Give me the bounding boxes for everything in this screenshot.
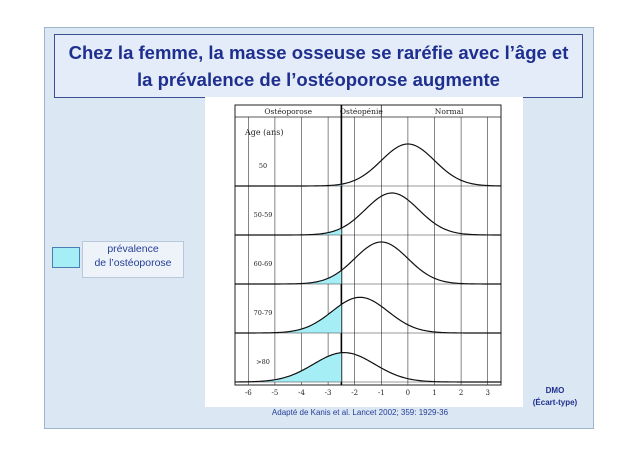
legend-line-2: de l’ostéoporose xyxy=(94,257,172,269)
header-band-label: Ostéopénie xyxy=(339,107,383,116)
chart-svg xyxy=(205,97,523,407)
x-tick-label: -3 xyxy=(324,389,332,397)
header-band-label: Normal xyxy=(434,107,464,116)
y-axis-title: Age (ans) xyxy=(245,128,284,137)
osteoporosis-area xyxy=(235,228,341,235)
x-tick-label: -6 xyxy=(244,389,252,397)
dmo-line-1: DMO xyxy=(545,386,565,395)
age-group-label: >80 xyxy=(256,358,270,366)
age-group-label: 50 xyxy=(258,162,268,170)
title-line-1: Chez la femme, la masse osseuse se raréfie avec l’âge et xyxy=(68,42,569,63)
x-tick-label: 0 xyxy=(405,389,411,397)
bone-density-chart xyxy=(205,97,523,407)
age-group-label: 60-69 xyxy=(253,260,273,268)
age-group-label: 70-79 xyxy=(253,309,273,317)
osteoporosis-area xyxy=(235,304,341,333)
x-tick-label: -1 xyxy=(377,389,385,397)
dmo-axis-label xyxy=(527,385,583,409)
osteoporosis-area xyxy=(235,270,341,284)
slide-title xyxy=(54,34,583,98)
legend-line-1: prévalence xyxy=(107,243,159,255)
x-tick-label: -2 xyxy=(351,389,359,397)
x-tick-label: 2 xyxy=(458,389,464,397)
x-tick-label: 3 xyxy=(485,389,490,397)
legend-label xyxy=(82,242,184,270)
legend-swatch xyxy=(52,247,80,268)
age-group-label: 50-59 xyxy=(253,211,273,219)
x-tick-label: -4 xyxy=(298,389,305,397)
source-citation: Adapté de Kanis et al. Lancet 2002; 359: 1929-36 xyxy=(271,408,449,417)
header-band-label: Ostéoporose xyxy=(264,107,313,116)
x-tick-label: 1 xyxy=(432,389,437,397)
dmo-line-2: (Écart-type) xyxy=(532,398,578,407)
x-tick-label: -5 xyxy=(271,389,279,397)
title-line-2: la prévalence de l’ostéoporose augmente xyxy=(137,69,500,90)
